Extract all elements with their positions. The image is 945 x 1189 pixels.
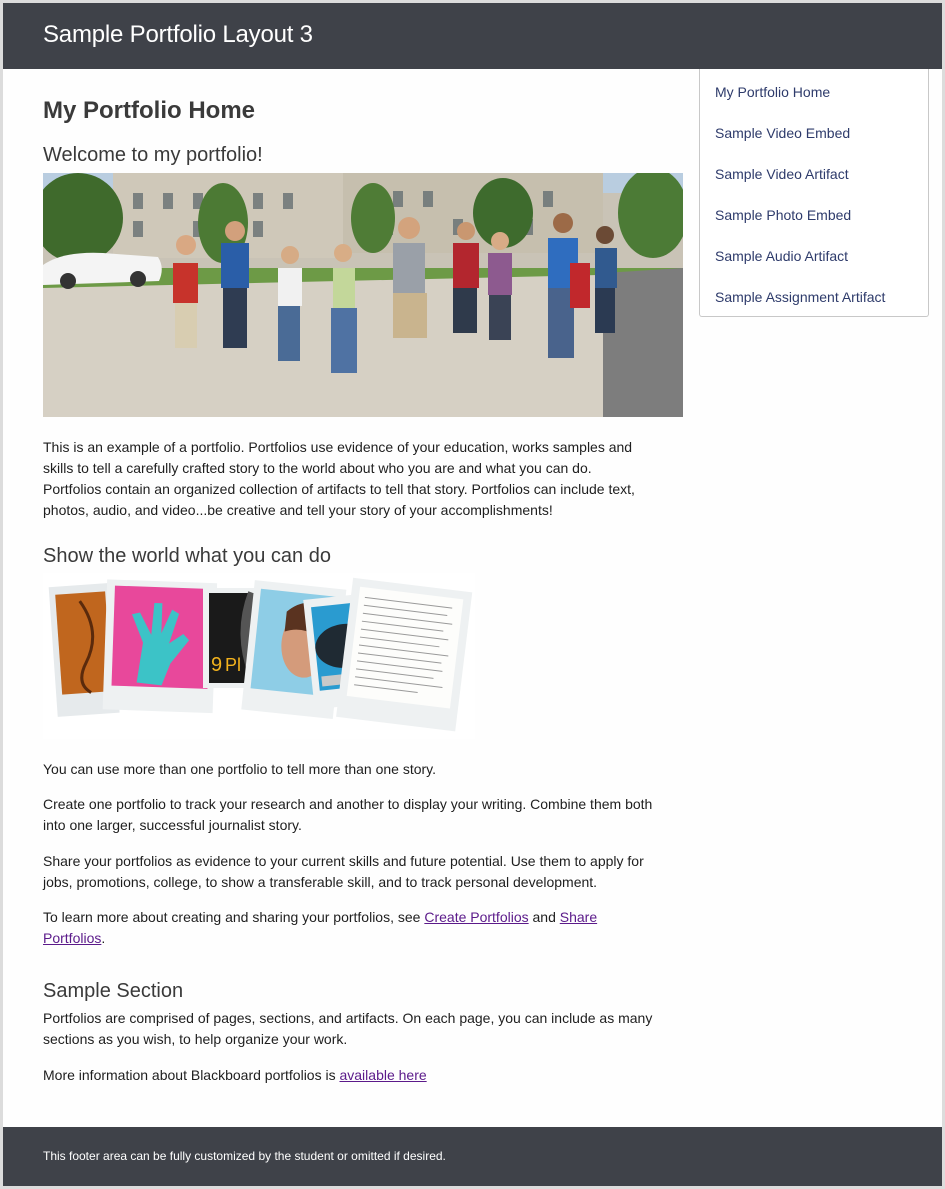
nav-item-sample-video-embed[interactable]: Sample Video Embed — [715, 125, 851, 141]
nav-item-my-portfolio-home[interactable]: My Portfolio Home — [715, 84, 831, 100]
site-footer — [3, 1127, 942, 1186]
welcome-heading: Welcome to my portfolio! — [43, 144, 263, 166]
sample-section-heading: Sample Section — [43, 980, 184, 1002]
learn-more-suffix: . — [101, 930, 106, 946]
portfolio-nav-menu — [699, 69, 929, 317]
learn-more-middle: and — [528, 909, 560, 925]
campus-tour-photo — [43, 173, 683, 417]
artifacts-collage-image — [43, 573, 475, 739]
footer-text: This footer area can be fully customized by the student or omitted if desired. — [43, 1149, 446, 1163]
nav-item-sample-photo-embed[interactable]: Sample Photo Embed — [715, 207, 852, 223]
sample-section-paragraph: Portfolios are comprised of pages, sections, and artifacts. On each page, you can include as many sections as you wish, to help organize your work. — [43, 1010, 653, 1047]
site-header — [3, 3, 942, 69]
svg-text:Pl: Pl — [225, 655, 242, 675]
nav-item-sample-video-artifact[interactable]: Sample Video Artifact — [715, 166, 849, 182]
learn-more-prefix: To learn more about creating and sharing your portfolios, see — [43, 909, 425, 925]
nav-item-sample-assignment-artifact[interactable]: Sample Assignment Artifact — [715, 289, 886, 305]
intro-paragraph: This is an example of a portfolio. Portfolios use evidence of your education, works samples and skills to tell a carefully crafted story to the world about who you are and what you can do. Portfolios contain an organized collection of artifacts to tell that story. Portfolios can include text, photos, audio, and video...be creative and tell your story of your accomplishments! — [43, 439, 635, 518]
share-paragraph: Share your portfolios as evidence to your current skills and future potential. Use them to apply for jobs, promotions, college, to show a transferable skill, and to track personal development. — [43, 853, 644, 890]
portfolio-page — [3, 3, 942, 1186]
site-title: Sample Portfolio Layout 3 — [43, 21, 313, 48]
share-portfolios-link[interactable]: Share Portfolios — [43, 909, 598, 946]
nav-item-sample-audio-artifact[interactable]: Sample Audio Artifact — [715, 248, 849, 264]
learn-more-paragraph — [43, 907, 653, 949]
create-one-paragraph: Create one portfolio to track your research and another to display your writing. Combine them both into one larger, successful journalist story. — [43, 796, 653, 833]
more-info-paragraph — [43, 1065, 653, 1086]
more-info-prefix: More information about Blackboard portfolios is — [43, 1067, 340, 1083]
available-here-link[interactable]: available here — [339, 1067, 427, 1083]
create-portfolios-link[interactable]: Create Portfolios — [424, 909, 529, 925]
show-world-heading: Show the world what you can do — [43, 545, 331, 567]
svg-text:9: 9 — [211, 654, 223, 676]
more-than-one-paragraph: You can use more than one portfolio to tell more than one story. — [43, 761, 437, 777]
page-title: My Portfolio Home — [43, 97, 256, 124]
